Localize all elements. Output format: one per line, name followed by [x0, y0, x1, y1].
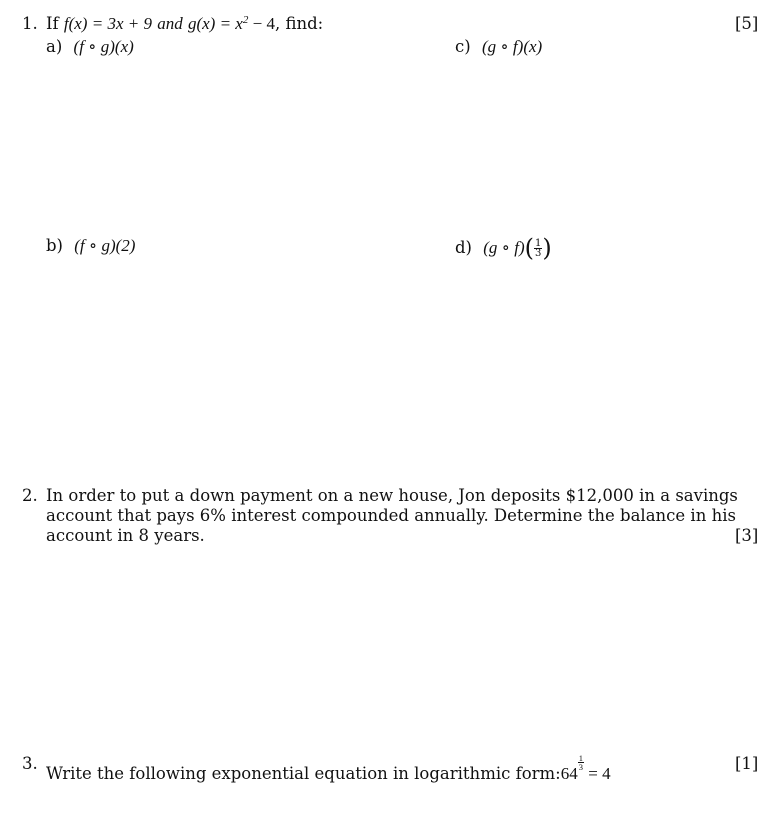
q1-find: , find: [274, 14, 324, 33]
q1-part-d [455, 234, 552, 262]
q1-g-rhs: − 4 [248, 14, 275, 33]
q1-part-c [455, 37, 542, 57]
q2-number: 2. [22, 486, 38, 505]
q1-part-a [46, 37, 134, 57]
q3-exponent-numerator: 1 [578, 753, 583, 763]
q1-part-d-denominator: 3 [535, 248, 542, 259]
q1-and: and [157, 14, 183, 33]
q3-stem [46, 754, 611, 784]
q3-base: 64 [560, 764, 578, 783]
q2-marks: [3] [735, 526, 759, 545]
q3-marks: [1] [735, 754, 759, 773]
q1-g-exponent: 2 [242, 14, 249, 26]
q2-line-1: In order to put a down payment on a new house, Jon deposits $12,000 in a savings [46, 486, 738, 505]
q1-g-lhs: g(x) = x [187, 14, 243, 33]
q3-exponent-denominator: 3 [578, 762, 583, 772]
q1-intro: If [46, 14, 59, 33]
q3-rhs: = 4 [583, 764, 611, 783]
q1-part-b-label: b) [46, 236, 63, 255]
q1-part-a-label: a) [46, 37, 63, 56]
q1-part-d-open-paren: ( [524, 234, 535, 262]
q1-part-c-expression: (g ∘ f)(x) [481, 37, 543, 56]
q2-line-3: account in 8 years. [46, 526, 205, 545]
q1-marks: [5] [735, 14, 759, 33]
q1-part-b [46, 236, 135, 256]
q1-g-definition [188, 14, 275, 33]
q3-number: 3. [22, 754, 38, 773]
q1-f-definition: f(x) = 3x + 9 [63, 14, 152, 33]
q1-part-d-label: d) [455, 238, 472, 257]
q2-line-2: account that pays 6% interest compounded annually. Determine the balance in his [46, 506, 736, 525]
q1-part-c-label: c) [455, 37, 471, 56]
q1-stem [46, 14, 323, 34]
q1-part-d-expression: (g ∘ f) [483, 238, 525, 257]
q1-part-d-close-paren: ) [542, 234, 552, 262]
q3-text: Write the following exponential equation in logarithmic form: [46, 764, 561, 783]
q1-part-a-expression: (f ∘ g)(x) [73, 37, 134, 56]
q1-number: 1. [22, 14, 38, 33]
q1-part-b-expression: (f ∘ g)(2) [74, 236, 136, 255]
q1-part-d-numerator: 1 [535, 238, 542, 249]
q3-equation [560, 753, 611, 783]
